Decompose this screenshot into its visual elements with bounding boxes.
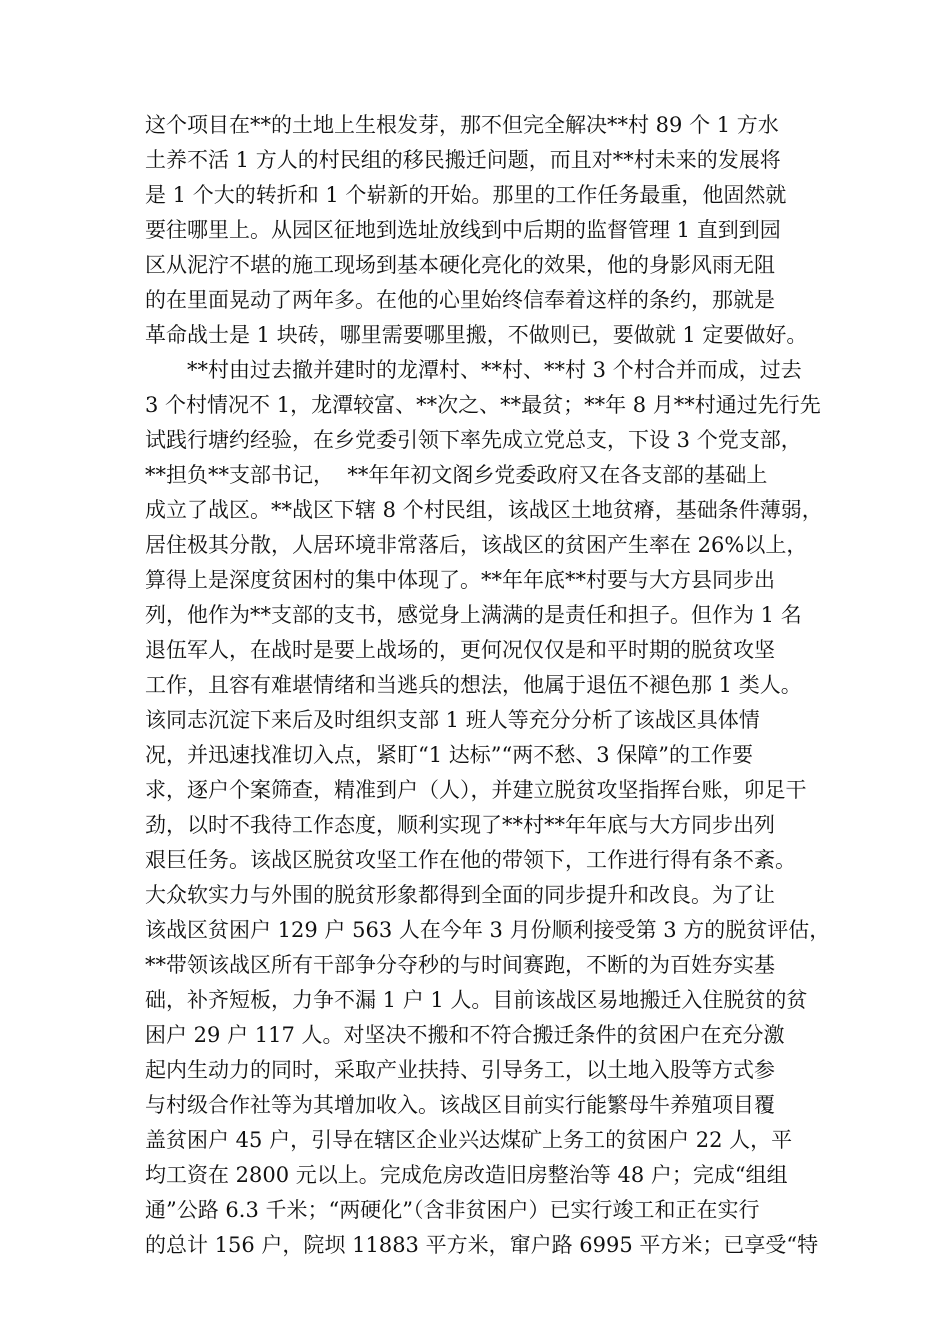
text-line: 居住极其分散，人居环境非常落后，该战区的贫困产生率在 26%以上， xyxy=(145,533,808,557)
text-line: 这个项目在**的土地上生根发芽，那不但完全解决**村 89 个 1 方水 xyxy=(145,113,779,137)
text-line: 劲，以时不我待工作态度，顺利实现了**村**年年底与大方同步出列 xyxy=(145,813,775,837)
text-line: 求，逐户个案筛查，精准到户（人），并建立脱贫攻坚指挥台账，卯足干 xyxy=(145,778,807,802)
text-line: 成立了战区。**战区下辖 8 个村民组，该战区土地贫瘠，基础条件薄弱， xyxy=(145,498,823,522)
text-line: 艰巨任务。该战区脱贫攻坚工作在他的带领下，工作进行得有条不紊。 xyxy=(145,848,796,872)
text-line: 均工资在 2800 元以上。完成危房改造旧房整治等 48 户；完成“组组 xyxy=(145,1163,788,1187)
paragraph-2 xyxy=(145,353,831,1263)
document-body xyxy=(145,108,831,1263)
text-line: **村由过去撤并建时的龙潭村、**村、**村 3 个村合并而成，过去 xyxy=(187,358,802,382)
text-line: 试践行塘约经验，在乡党委引领下率先成立党总支，下设 3 个党支部， xyxy=(145,428,802,452)
text-line: 础，补齐短板，力争不漏 1 户 1 人。目前该战区易地搬迁入住脱贫的贫 xyxy=(145,988,808,1012)
text-line: 困户 29 户 117 人。对坚决不搬和不符合搬迁条件的贫困户在充分激 xyxy=(145,1023,785,1047)
text-line: 要往哪里上。从园区征地到选址放线到中后期的监督管理 1 直到到园 xyxy=(145,218,781,242)
text-line: 该战区贫困户 129 户 563 人在今年 3 月份顺利接受第 3 方的脱贫评估， xyxy=(145,918,831,942)
text-line: 3 个村情况不 1，龙潭较富、**次之、**最贫；**年 8 月**村通过先行先 xyxy=(145,393,821,417)
text-line: **担负**支部书记， **年年初文阁乡党委政府又在各支部的基础上 xyxy=(145,463,768,487)
text-line: 的总计 156 户，院坝 11883 平方米，窜户路 6995 平方米；已享受“特 xyxy=(145,1233,819,1257)
text-line: 退伍军人，在战时是要上战场的，更何况仅仅是和平时期的脱贫攻坚 xyxy=(145,638,775,662)
text-line: 盖贫困户 45 户，引导在辖区企业兴达煤矿上务工的贫困户 22 人，平 xyxy=(145,1128,793,1152)
text-line: 区从泥泞不堪的施工现场到基本硬化亮化的效果，他的身影风雨无阻 xyxy=(145,253,775,277)
text-line: 该同志沉淀下来后及时组织支部 1 班人等充分分析了该战区具体情 xyxy=(145,708,760,732)
text-line: 通”公路 6.3 千米；“两硬化”（含非贫困户）已实行竣工和正在实行 xyxy=(145,1198,760,1222)
paragraph-1 xyxy=(145,108,817,353)
text-line: 算得上是深度贫困村的集中体现了。**年年底**村要与大方县同步出 xyxy=(145,568,775,592)
text-line: 与村级合作社等为其增加收入。该战区目前实行能繁母牛养殖项目覆 xyxy=(145,1093,775,1117)
text-line: **带领该战区所有干部争分夺秒的与时间赛跑，不断的为百姓夯实基 xyxy=(145,953,775,977)
text-line: 列，他作为**支部的支书，感觉身上满满的是责任和担子。但作为 1 名 xyxy=(145,603,802,627)
text-line: 工作，且容有难堪情绪和当逃兵的想法，他属于退伍不褪色那 1 类人。 xyxy=(145,673,802,697)
text-line: 革命战士是 1 块砖，哪里需要哪里搬，不做则已，要做就 1 定要做好。 xyxy=(145,323,808,347)
text-line: 的在里面晃动了两年多。在他的心里始终信奉着这样的条约，那就是 xyxy=(145,288,775,312)
text-line: 土养不活 1 方人的村民组的移民搬迁问题，而且对**村未来的发展将 xyxy=(145,148,781,172)
text-line: 大众软实力与外围的脱贫形象都得到全面的同步提升和改良。为了让 xyxy=(145,883,775,907)
text-line: 是 1 个大的转折和 1 个崭新的开始。那里的工作任务最重，他固然就 xyxy=(145,183,787,207)
text-line: 况，并迅速找准切入点，紧盯“1 达标”“两不愁、3 保障”的工作要 xyxy=(145,743,754,767)
text-line: 起内生动力的同时，采取产业扶持、引导务工，以土地入股等方式参 xyxy=(145,1058,775,1082)
